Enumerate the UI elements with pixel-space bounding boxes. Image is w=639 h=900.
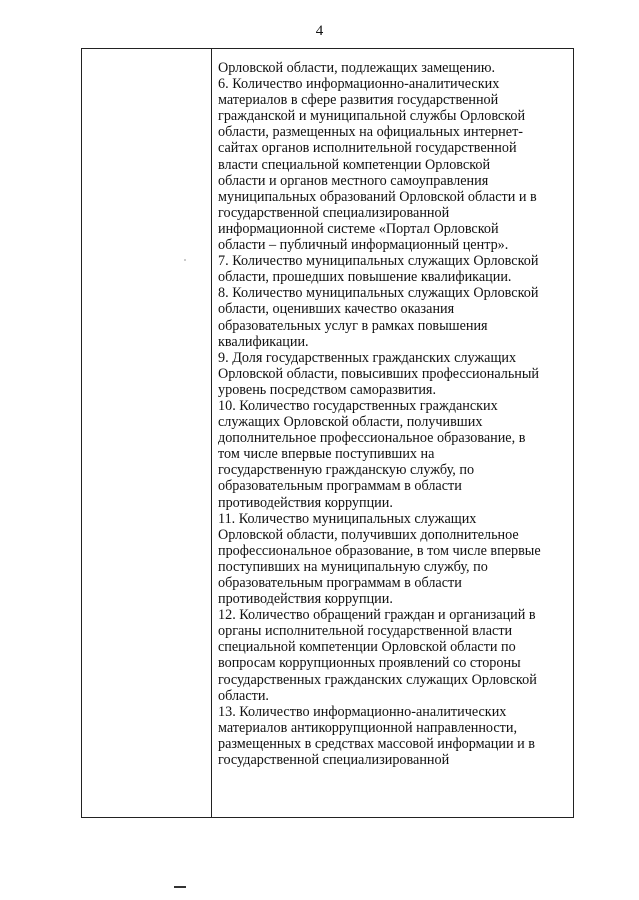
text-line: информационной системе «Портал Орловской bbox=[218, 220, 499, 237]
text-line: образовательных услуг в рамках повышения bbox=[218, 317, 488, 334]
table-right-cell bbox=[212, 49, 573, 817]
footer-dash-mark bbox=[174, 886, 186, 888]
text-line: материалов антикоррупционной направленности, bbox=[218, 719, 518, 736]
text-line: 11. Количество муниципальных служащих bbox=[218, 510, 477, 527]
text-line: области, прошедших повышение квалификации. bbox=[218, 269, 512, 286]
text-line: области. bbox=[218, 687, 269, 704]
text-line: специальной компетенции Орловской области по bbox=[218, 639, 516, 656]
text-line: противодействия коррупции. bbox=[218, 591, 393, 608]
scan-speck bbox=[184, 259, 186, 261]
table-left-cell bbox=[82, 49, 212, 817]
text-line: области – публичный информационный центр». bbox=[218, 237, 509, 254]
text-line: противодействия коррупции. bbox=[218, 494, 393, 511]
text-line: сайтах органов исполнительной государственной bbox=[218, 140, 517, 157]
text-line: государственной специализированной bbox=[218, 752, 450, 769]
text-line: квалификации. bbox=[218, 333, 309, 350]
text-line: Орловской области, повысивших профессиональный bbox=[218, 365, 540, 382]
text-line: вопросам коррупционных проявлений со стороны bbox=[218, 655, 521, 672]
text-line: Орловской области, подлежащих замещению. bbox=[218, 60, 496, 76]
text-line: материалов в сфере развития государственной bbox=[218, 92, 499, 109]
text-line: области и органов местного самоуправления bbox=[218, 172, 489, 189]
text-line: 9. Доля государственных гражданских служащих bbox=[218, 349, 517, 366]
text-line: 12. Количество обращений граждан и организаций в bbox=[218, 607, 536, 624]
text-line: дополнительное профессиональное образование, в bbox=[218, 430, 526, 447]
text-line: 13. Количество информационно-аналитических bbox=[218, 703, 507, 720]
text-line: муниципальных образований Орловской области и в bbox=[218, 188, 537, 205]
text-line: государственной специализированной bbox=[218, 204, 450, 221]
text-line: Орловской области, получивших дополнительное bbox=[218, 526, 519, 543]
text-line: 10. Количество государственных гражданских bbox=[218, 397, 498, 414]
text-line: служащих Орловской области, получивших bbox=[218, 414, 483, 431]
text-line: 6. Количество информационно-аналитических bbox=[218, 76, 500, 93]
text-line: уровень посредством саморазвития. bbox=[218, 381, 437, 398]
text-line: области, размещенных на официальных интернет- bbox=[218, 124, 523, 141]
text-line: гражданской и муниципальной службы Орловской bbox=[218, 108, 526, 125]
text-line: профессиональное образование, в том числе впервые bbox=[218, 542, 541, 559]
page-number: 4 bbox=[315, 23, 324, 39]
text-line: 8. Количество муниципальных служащих Орловской bbox=[218, 285, 539, 302]
text-line: размещенных в средствах массовой информации и в bbox=[218, 735, 535, 752]
text-line: органы исполнительной государственной власти bbox=[218, 623, 513, 640]
text-line: поступивших на муниципальную службу, по bbox=[218, 558, 488, 575]
text-line: государственную гражданскую службу, по bbox=[218, 462, 475, 479]
text-line: образовательным программам в области bbox=[218, 575, 462, 591]
text-line: власти специальной компетенции Орловской bbox=[218, 156, 491, 173]
text-line: области, оценивших качество оказания bbox=[218, 301, 455, 318]
text-line: образовательным программам в области bbox=[218, 478, 462, 495]
indicator-table bbox=[81, 48, 574, 818]
text-line: государственных гражданских служащих Орловской bbox=[218, 671, 537, 688]
text-line: том числе впервые поступивших на bbox=[218, 446, 435, 463]
text-line: 7. Количество муниципальных служащих Орловской bbox=[218, 253, 539, 270]
